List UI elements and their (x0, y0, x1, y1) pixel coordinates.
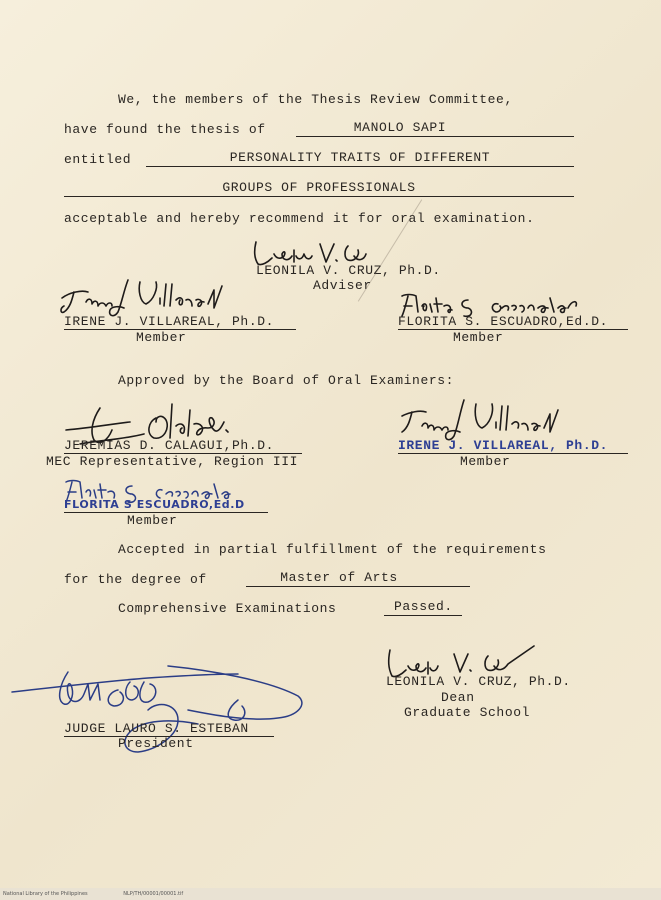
dean-unit: Graduate School (404, 705, 531, 720)
dean-role: Dean (441, 690, 475, 705)
oral-member-2-name: FLORITA S ESCUADRO,Ed.D (64, 498, 245, 511)
intro-line-4: acceptable and hereby recommend it for oral examination. (64, 211, 535, 226)
mec-rep-line (64, 438, 302, 454)
oral-member-1-line (398, 438, 628, 454)
adviser-name: LEONILA V. CRUZ, Ph.D. (256, 263, 441, 278)
acceptance-line-3-prefix: Comprehensive Examinations (118, 601, 337, 616)
mec-rep-role: MEC Representative, Region III (46, 454, 299, 469)
archive-footer (0, 888, 661, 900)
oral-member-1-name: IRENE J. VILLAREAL, Ph.D. (398, 438, 609, 453)
review-member-2-line (398, 314, 628, 330)
review-member-2-name: FLORITA S. ESCUADRO,Ed.D. (398, 314, 609, 329)
oral-member-2-line (64, 498, 268, 513)
intro-line-3-prefix: entitled (64, 152, 132, 167)
thesis-title-line-2: GROUPS OF PROFESSIONALS (222, 180, 416, 195)
footer-left: National Library of the Philippines (3, 891, 88, 897)
exam-result-field (384, 597, 462, 616)
footer-right: NLP/TH/00001/00001.tif (123, 891, 184, 897)
degree: Master of Arts (280, 570, 398, 585)
mec-rep-name: JEREMIAS D. CALAGUI,Ph.D. (64, 438, 275, 453)
thesis-title-line-1: PERSONALITY TRAITS OF DIFFERENT (229, 150, 491, 165)
acceptance-line-2-prefix: for the degree of (64, 572, 207, 587)
exam-result: Passed. (394, 599, 453, 614)
degree-field (246, 568, 470, 587)
thesis-title-line-1-field (146, 148, 574, 167)
review-member-2-role: Member (453, 330, 504, 345)
review-member-1-role: Member (136, 330, 187, 345)
intro-line-1: We, the members of the Thesis Review Committee, (118, 92, 513, 107)
oral-board-heading: Approved by the Board of Oral Examiners: (118, 373, 455, 388)
dean-name: LEONILA V. CRUZ, Ph.D. (386, 674, 571, 689)
student-name-field (296, 118, 574, 137)
review-member-1-line (64, 314, 296, 330)
oral-member-1-role: Member (460, 454, 511, 469)
president-role: President (118, 736, 194, 751)
acceptance-line-1: Accepted in partial fulfillment of the requirements (118, 542, 547, 557)
thesis-title-line-2-field (64, 178, 574, 197)
student-name: MANOLO SAPI (353, 120, 447, 135)
oral-member-2-role: Member (127, 513, 178, 528)
adviser-role: Adviser (313, 278, 372, 293)
intro-line-2-prefix: have found the thesis of (64, 122, 266, 137)
president-name: JUDGE LAURO S. ESTEBAN (64, 721, 249, 736)
president-line (64, 721, 274, 737)
review-member-1-name: IRENE J. VILLAREAL, Ph.D. (64, 314, 275, 329)
